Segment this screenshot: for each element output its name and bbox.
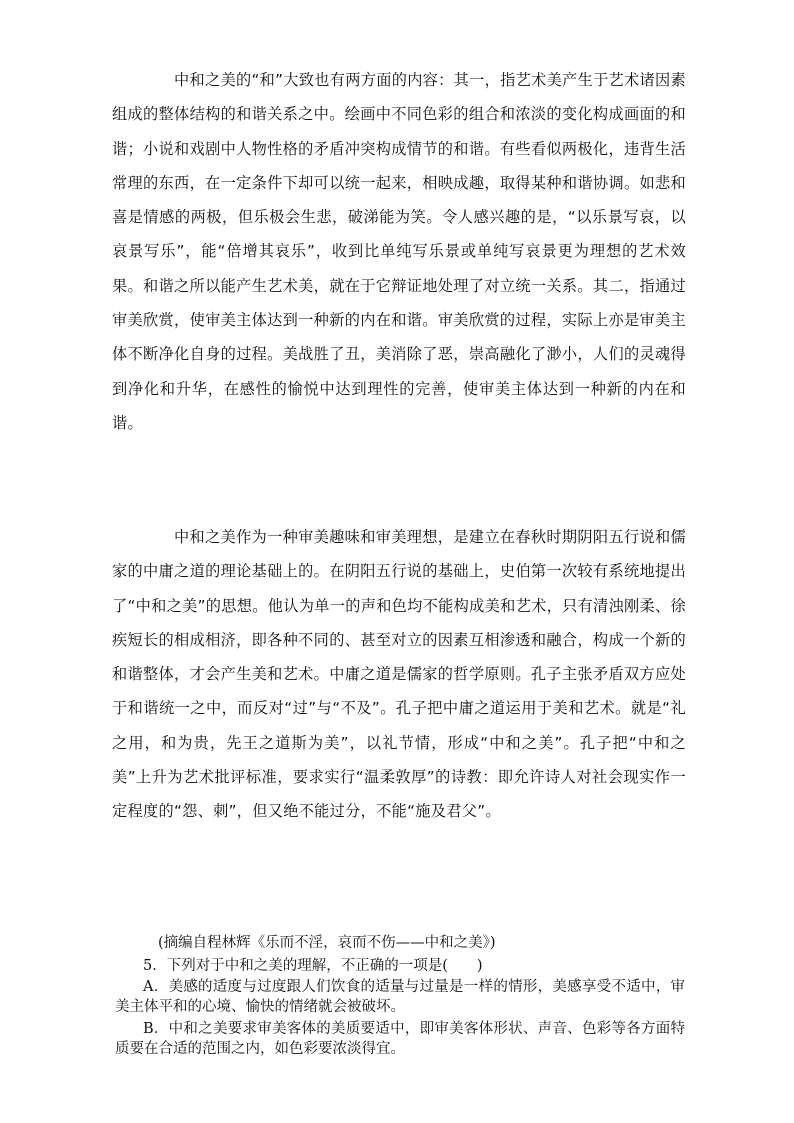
question-stem: 5．下列对于中和之美的理解，不正确的一项是( ) [143, 958, 483, 974]
source-citation: (摘编自程林辉《乐而不淫，哀而不伤——中和之美》) [158, 935, 496, 951]
passage-paragraph-2: 中和之美作为一种审美趣味和审美理想，是建立在春秋时期阴阳五行说和儒家的中庸之道的理论基础上的。在阴阳五行说的基础上，史伯第一次较有系统地提出了“中和之美”的思想。他认为单一的声和色均不能构成美和艺术，只有清浊刚柔、徐疾短长的相成相济，即各种不同的、甚至对立的因素互相渗透和融合，构成一个新的和谐整体，才会产生美和艺术。中庸之道是儒家的哲学原则。孔子主张矛盾双方应处于和谐统一之中，而反对“过”与“不及”。孔子把中庸之道运用于美和艺术。就是“礼之用，和为贵，先王之道斯为美”，以礼节情，形成“中和之美”。孔子把“中和之美”上升为艺术批评标准，要求实行“温柔敦厚”的诗教：即允许诗人对社会现实作一定程度的“怨、刺”，但又绝不能过分，不能“施及君父”。 [112, 528, 686, 821]
option-b: B．中和之美要求审美客体的美质要适中，即审美客体形状、声音、色彩等各方面特质要在合适的范围之内，如色彩要浓淡得宜。 [115, 1021, 685, 1057]
option-a: A．美感的适度与过度跟人们饮食的适量与过量是一样的情形，美感享受不适中，审美主体平和的心境、愉快的情绪就会被破坏。 [115, 979, 685, 1015]
passage-paragraph-1: 中和之美的“和”大致也有两方面的内容：其一，指艺术美产生于艺术诸因素组成的整体结构的和谐关系之中。绘画中不同色彩的组合和浓淡的变化构成画面的和谐；小说和戏剧中人物性格的矛盾冲突构成情节的和谐。有些看似两极化，违背生活常理的东西，在一定条件下却可以统一起来，相映成趣，取得某种和谐协调。如悲和喜是情感的两极，但乐极会生悲，破涕能为笑。令人感兴趣的是，“以乐景写哀，以哀景写乐”，能“倍增其哀乐”，收到比单纯写乐景或单纯写哀景更为理想的艺术效果。和谐之所以能产生艺术美，就在于它辩证地处理了对立统一关系。其二，指通过审美欣赏，使审美主体达到一种新的内在和谐。审美欣赏的过程，实际上亦是审美主体不断净化自身的过程。美战胜了丑，美消除了恶，崇高融化了渺小，人们的灵魂得到净化和升华，在感性的愉悦中达到理性的完善，使审美主体达到一种新的内在和谐。 [112, 71, 686, 432]
